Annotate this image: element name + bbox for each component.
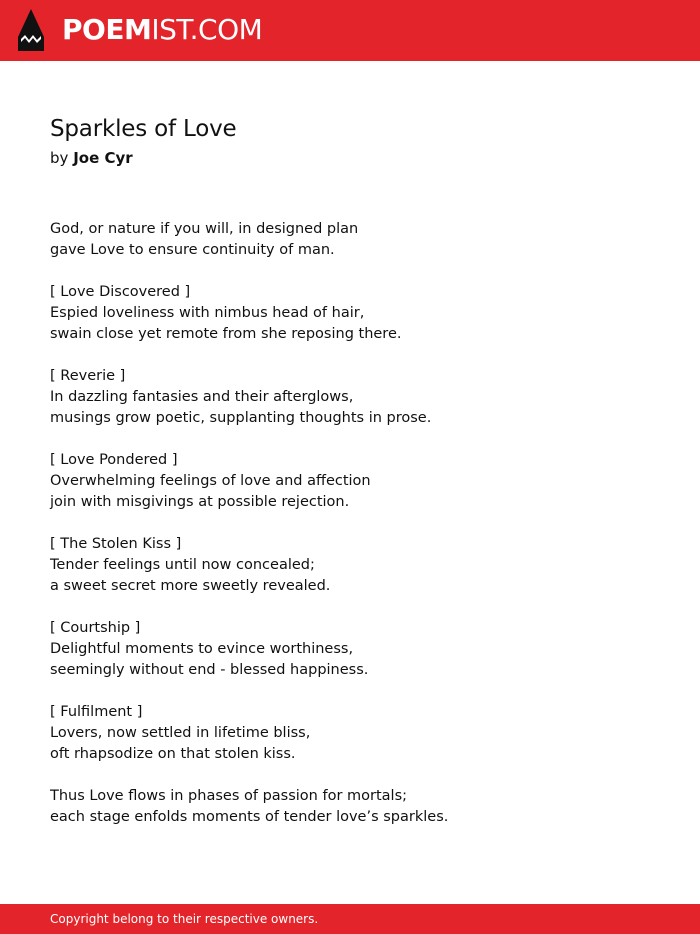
stanza (50, 282, 650, 345)
section-heading: [ Love Pondered ] (50, 452, 178, 468)
poem-line: oft rhapsodize on that stolen kiss. (50, 746, 296, 762)
poem-line: join with misgivings at possible rejection. (50, 494, 350, 510)
stanza (50, 219, 650, 261)
site-header (0, 0, 700, 61)
by-label: by (50, 149, 69, 167)
poem-body (50, 219, 650, 849)
poem-line: swain close yet remote from she reposing there. (50, 326, 402, 342)
stanza (50, 618, 650, 681)
stanza (50, 786, 650, 828)
poem-line: a sweet secret more sweetly revealed. (50, 578, 331, 594)
poem-line: Thus Love flows in phases of passion for mortals; (50, 788, 408, 804)
byline (50, 149, 133, 167)
section-heading: [ Reverie ] (50, 368, 126, 384)
copyright-notice: Copyright belong to their respective owners. (50, 912, 319, 926)
section-heading: [ Courtship ] (50, 620, 141, 636)
section-heading: [ Love Discovered ] (50, 284, 191, 300)
section-heading: [ The Stolen Kiss ] (50, 536, 182, 552)
author-name: Joe Cyr (73, 149, 133, 167)
stanza (50, 450, 650, 513)
pencil-tip-icon[interactable] (18, 9, 44, 51)
poem-line: each stage enfolds moments of tender love’s sparkles. (50, 809, 449, 825)
logo-bold-text: POEM (62, 13, 152, 46)
section-heading: [ Fulfilment ] (50, 704, 143, 720)
poem-line: God, or nature if you will, in designed plan (50, 221, 359, 237)
poem-line: Espied loveliness with nimbus head of hair, (50, 305, 365, 321)
poem-line: musings grow poetic, supplanting thoughts in prose. (50, 410, 432, 426)
stanza (50, 366, 650, 429)
logo-light-text: IST.COM (151, 13, 263, 46)
stanza (50, 534, 650, 597)
poem-line: In dazzling fantasies and their afterglows, (50, 389, 354, 405)
poem-line: gave Love to ensure continuity of man. (50, 242, 335, 258)
stanza (50, 702, 650, 765)
poem-line: Delightful moments to evince worthiness, (50, 641, 354, 657)
site-footer (0, 904, 700, 934)
poem-line: seemingly without end - blessed happiness. (50, 662, 369, 678)
poem-line: Overwhelming feelings of love and affection (50, 473, 371, 489)
poem-line: Tender feelings until now concealed; (50, 557, 315, 573)
site-logo[interactable] (62, 12, 262, 48)
poem-title: Sparkles of Love (50, 116, 237, 142)
poem-line: Lovers, now settled in lifetime bliss, (50, 725, 311, 741)
